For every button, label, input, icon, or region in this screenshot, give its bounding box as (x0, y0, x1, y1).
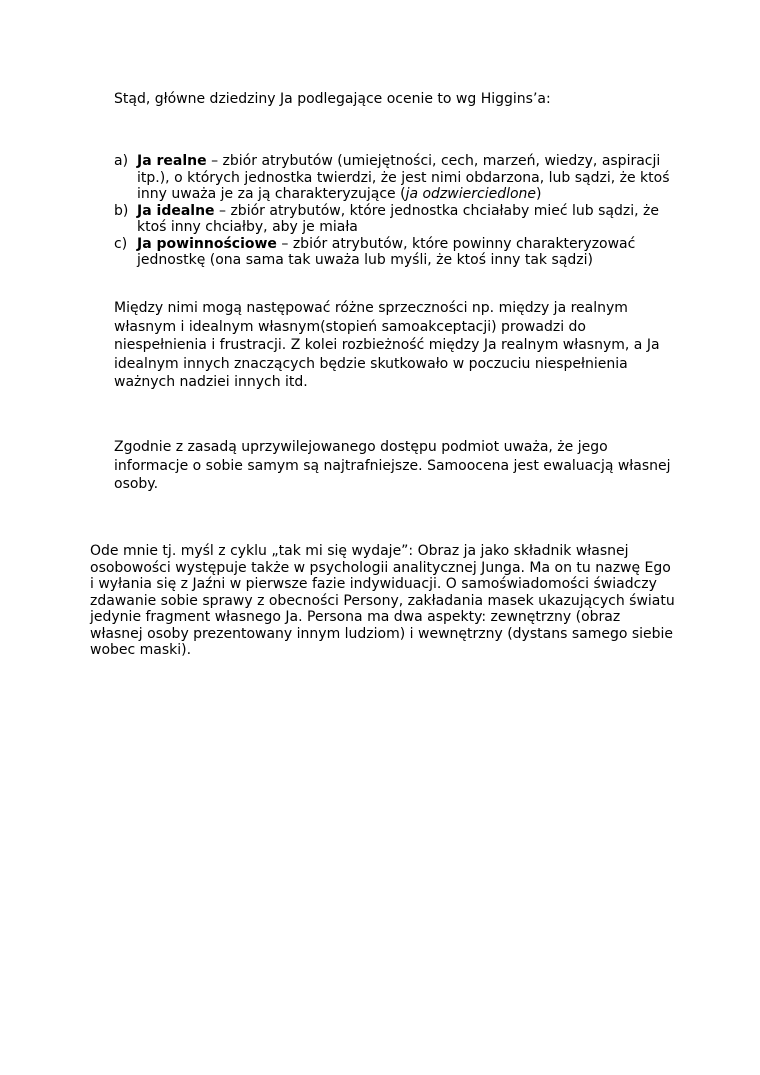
list-term: Ja realne (137, 153, 207, 169)
paragraph-contradictions: Między nimi mogą następować różne sprzeczności np. między ja realnym własnym i idealnym własnym(stopień samoakceptacji) prowadzi do niespełnienia i frustracji. Z kolei rozbieżność między Ja realnym własnym, a Ja idealnym innych znaczących będzie skutkowało w poczuciu niespełnienia ważnych nadziei innych itd. (114, 300, 660, 391)
list-term: Ja idealne (137, 202, 215, 219)
list-item (114, 236, 674, 269)
list-italic: ja odzwierciedlone (405, 186, 537, 202)
paragraph-author-note: Ode mnie tj. myśl z cyklu „tak mi się wydaje”: Obraz ja jako składnik własnej osobowości występuje także w psychologii analitycznej Junga. Ma on tu nazwę Ego i wyłania się z Jaźni w pierwsze fazie indywiduacji. O samoświadomości świadczy zdawanie sobie sprawy z obecności Persony, zakładania masek ukazujących światu jedynie fragment własnego Ja. Persona ma dwa aspekty: zewnętrzny (obraz własnej osoby prezentowany innym ludziom) i wewnętrzny (dystans samego siebie wobec maski). (90, 543, 675, 658)
list-item (114, 153, 674, 203)
list-term: Ja powinnościowe (137, 235, 277, 252)
list-item (114, 203, 674, 236)
list-marker: b) (114, 202, 129, 219)
list-marker: c) (114, 235, 128, 252)
list-text: – zbiór atrybutów (umiejętności, cech, marzeń, wiedzy, aspiracji itp.), o których jednostka twierdzi, że jest nimi obdarzona, lub sądzi, że ktoś inny uważa je za ją charakteryzujące ( (137, 153, 670, 202)
self-domains-list (114, 153, 674, 269)
intro-line: Stąd, główne dziedziny Ja podlegające ocenie to wg Higgins’a: (114, 91, 551, 107)
list-text-end: ) (536, 186, 542, 202)
list-marker: a) (114, 153, 129, 169)
paragraph-privileged-access: Zgodnie z zasadą uprzywilejowanego dostępu podmiot uważa, że jego informacje o sobie samym są najtrafniejsze. Samoocena jest ewaluacją własnej osoby. (114, 439, 671, 493)
list-text: – zbiór atrybutów, które powinny charakteryzować jednostkę (ona sama tak uważa lub myśli, że ktoś inny tak sądzi) (137, 235, 636, 268)
list-text: – zbiór atrybutów, które jednostka chciałaby mieć lub sądzi, że ktoś inny chciałby, aby je miała (137, 202, 659, 235)
